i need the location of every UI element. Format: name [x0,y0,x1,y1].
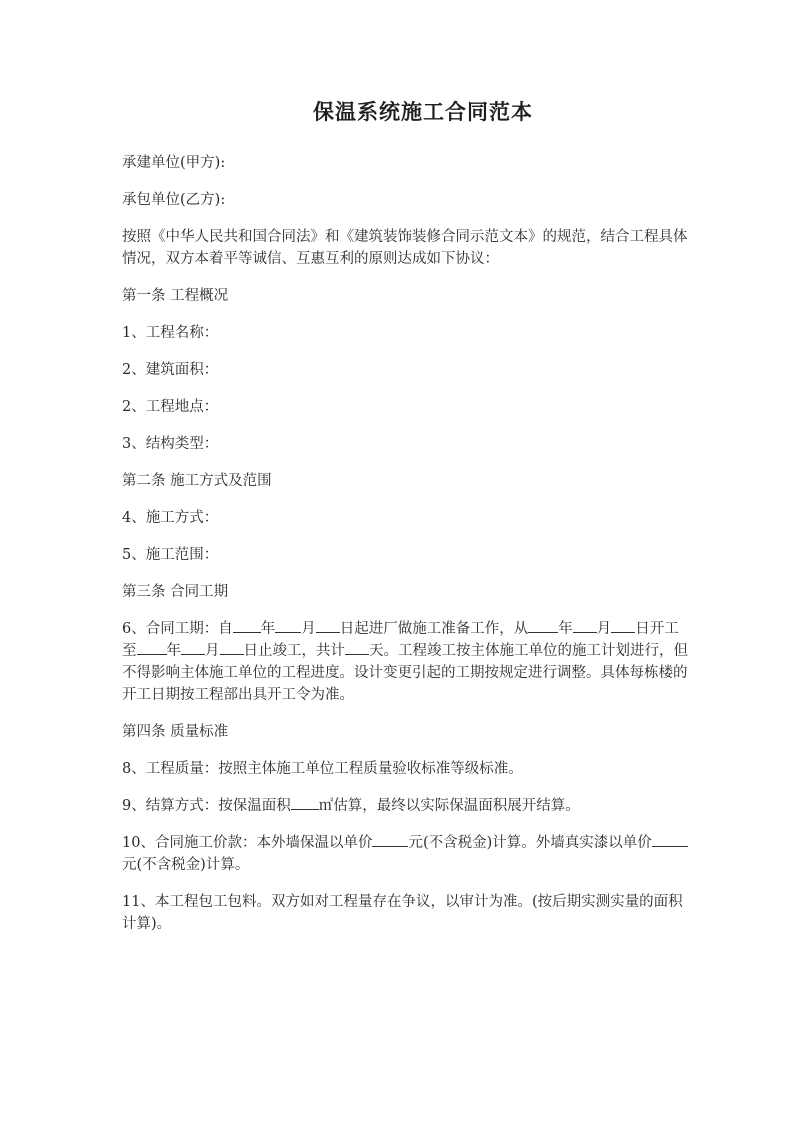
document-title: 保温系统施工合同范本 [313,99,533,124]
blank-field [220,640,244,655]
settlement-text-a: 9、结算方式：按保温面积 [122,798,291,814]
blank-field [652,832,688,847]
project-location-line: 2、工程地点： [122,399,219,415]
settlement-line [122,795,688,817]
period-text-i: 月 [205,643,220,659]
period-text-b: 年 [260,621,276,637]
period-text-j: 日止竣工，共计 [243,643,345,659]
blank-field [611,618,635,633]
blank-field [528,618,558,633]
contract-period-paragraph [122,618,688,706]
period-text-c: 月 [301,621,316,637]
period-text-g: 日开工至 [122,621,679,659]
materials-paragraph: 11、本工程包工包料。双方如对工程量存在争议，以审计为准。(按后期实测实量的面积计算)。 [122,894,683,932]
quality-line: 8、工程质量：按照主体施工单位工程质量验收标准等级标准。 [122,761,523,777]
price-text-b: 元(不含税金)计算。外墙真实漆以单价 [408,835,652,851]
blank-field [372,832,408,847]
price-text-a: 10、合同施工价款：本外墙保温以单价 [122,835,373,851]
blank-field [291,795,319,810]
period-text-k: 天。工程竣工按主体施工单位的施工计划进行，但不得影响主体施工单位的工程进度。设计变更引起的工期按规定进行调整。具体每栋楼的开工日期按工程部出具开工令为准。 [122,643,688,703]
period-text-h: 年 [166,643,181,659]
blank-field [137,640,167,655]
period-text-a: 6、合同工期：自 [122,621,233,637]
period-text-d: 日起进厂做施工准备工作，从 [339,621,529,637]
blank-field [233,618,261,633]
blank-field [345,640,369,655]
construction-scope-line: 5、施工范围： [122,547,219,563]
contract-price-paragraph [122,832,688,876]
project-name-line: 1、工程名称： [122,325,219,341]
structure-type-line: 3、结构类型： [122,436,219,452]
period-text-e: 年 [558,621,573,637]
construction-method-line: 4、施工方式： [122,510,219,526]
blank-field [316,618,340,633]
party-a-line: 承建单位(甲方): [122,155,226,171]
blank-field [573,618,597,633]
article-2-heading: 第二条 施工方式及范围 [122,473,272,489]
price-text-c: 元(不含税金)计算。 [122,857,250,873]
article-4-heading: 第四条 质量标准 [122,724,229,740]
intro-paragraph: 按照《中华人民共和国合同法》和《建筑装饰装修合同示范文本》的规范，结合工程具体情况，双方本着平等诚信、互惠互利的原则达成如下协议： [122,229,688,267]
settlement-text-b: ㎡估算，最终以实际保温面积展开结算。 [318,798,580,814]
building-area-line: 2、建筑面积： [122,362,219,378]
blank-field [181,640,205,655]
blank-field [275,618,301,633]
party-b-line: 承包单位(乙方): [122,192,226,208]
period-text-f: 月 [596,621,612,637]
article-1-heading: 第一条 工程概况 [122,288,229,304]
article-3-heading: 第三条 合同工期 [122,584,229,600]
